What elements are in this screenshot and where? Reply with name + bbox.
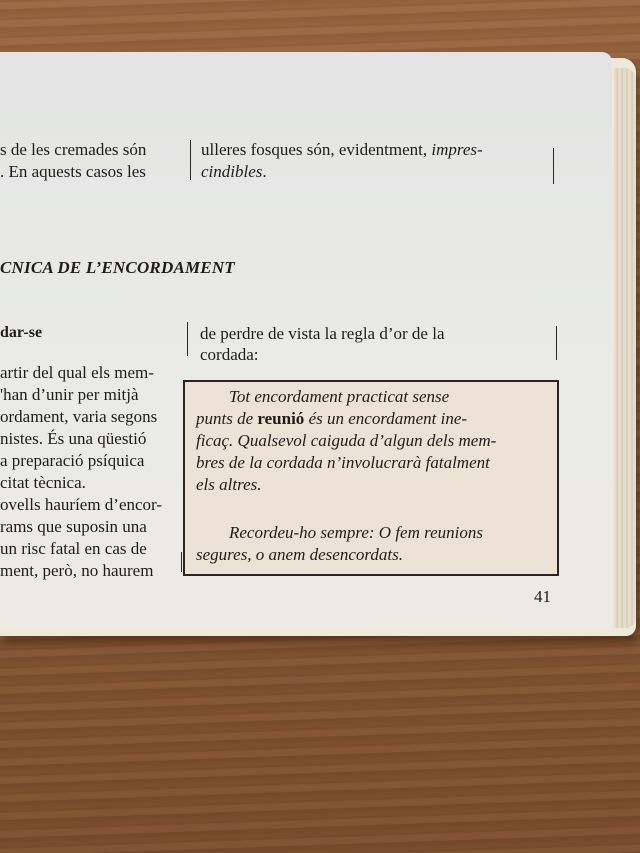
top-left-line-2: . En aquests casos les [0, 162, 146, 181]
callout-line-2: punts de reunió és un encordament ine- [196, 409, 468, 428]
left-column-line-8: rams que suposin una [0, 517, 147, 536]
page-number: 41 [534, 587, 551, 606]
left-column-line-10: ment, però, no haurem [0, 561, 154, 580]
top-left-line-1: s de les cremades són [0, 140, 147, 159]
right-column-line-1: de perdre de vista la regla d’or de la [200, 324, 445, 343]
left-column-line-7: ovells hauríem d’encor- [0, 495, 163, 514]
top-right-line-2: cindibles. [201, 162, 267, 181]
left-column-line-9: un risc fatal en cas de [0, 539, 147, 558]
left-column-line-6: citat tècnica. [0, 473, 86, 492]
top-right-line-1: ulleres fosques són, evidentment, impres- [201, 140, 483, 159]
left-column-line-3: ordament, varia segons [0, 407, 158, 426]
left-column-line-4: nistes. És una qüestió [0, 429, 147, 448]
column-divider-middle [187, 322, 188, 356]
margin-rule-middle [556, 326, 557, 360]
left-column-line-2: 'han d’unir per mitjà [0, 385, 139, 404]
section-heading: CNICA DE L’ENCORDAMENT [0, 258, 235, 277]
left-column-line-1: artir del qual els mem- [0, 363, 154, 382]
callout-line-1: Tot encordament practicat sense [229, 387, 450, 406]
book-page [0, 52, 612, 628]
subheading: dar-se [0, 324, 43, 341]
column-divider-bottom [181, 552, 182, 572]
column-divider-top [190, 140, 191, 180]
callout-line-6: Recordeu-ho sempre: O fem reunions [229, 523, 483, 542]
right-column-line-2: cordada: [200, 345, 259, 364]
left-column-line-5: a preparació psíquica [0, 451, 145, 470]
callout-line-4: bres de la cordada n’involucrarà fatalment [196, 453, 490, 472]
callout-box [183, 380, 559, 576]
callout-line-7: segures, o anem desencordats. [196, 545, 403, 564]
margin-rule-top [553, 148, 554, 184]
callout-line-3: ficaç. Qualsevol caiguda d’algun dels mem- [196, 431, 497, 450]
callout-line-5: els altres. [196, 475, 262, 494]
